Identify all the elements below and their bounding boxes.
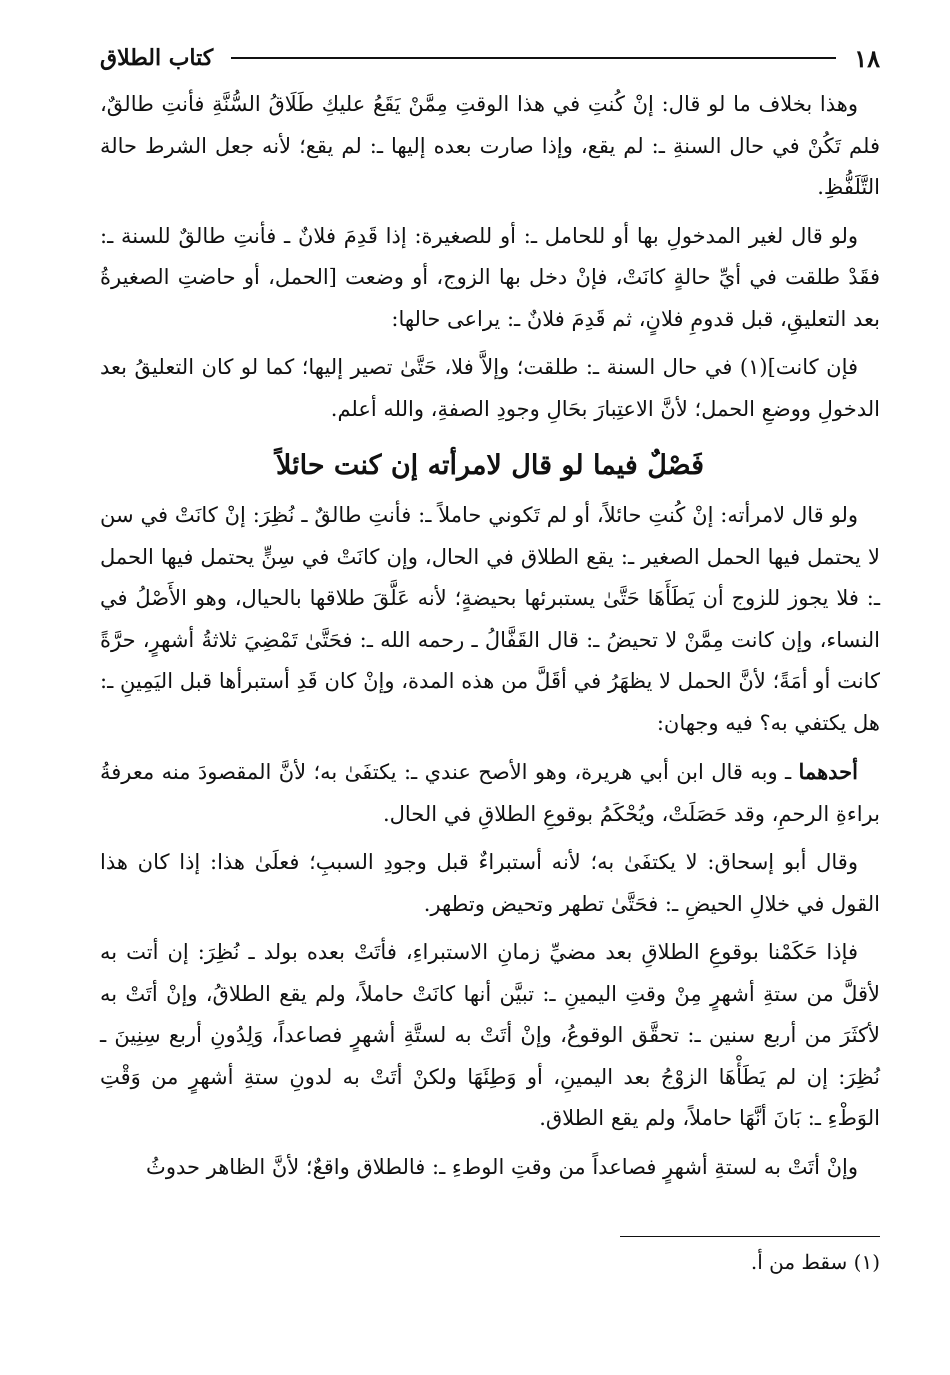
paragraph: ولو قال لامرأته: إنْ كُنتِ حائلاً، أو لم تَكوني حاملاً ـ: فأنتِ طالقٌ ـ نُظِرَ: إنْ كانَتْ في سن لا يحتمل فيها الحمل الصغير ـ: يقع الطلاق في الحال، وإن كانَتْ في سِنٍّ يحتمل فيها الحمل ـ: فلا يجوز للزوج أن يَطَأَهَا حَتَّىٰ يستبرئها بحيضةٍ؛ لأنه عَلَّقَ طلاقها بالحيال، وهو الأَصْلُ في النساء، وإن كانت مِمَّنْ لا تحيضُ ـ: قال القَفَّالُ ـ رحمه الله ـ: فحَتَّىٰ تَمْضِيَ ثلاثةُ أشهرٍ، حرَّةً كانت أو أمَةً؛ لأنَّ الحمل لا يظهَرُ في أقَلَّ من هذه المدة، وإنْ كان قَدِ أستبرأها قبل اليَمِينِ ـ: هل يكتفي به؟ فيه وجهان: [100,503,880,735]
footnote-rule [620,1236,880,1237]
book-title: كتاب الطلاق [100,45,214,71]
paragraph: فإذا حَكَمْنا بوقوعِ الطلاقِ بعد مضيِّ زمانِ الاستبراءِ، فأتَتْ بعده بولد ـ نُظِرَ: إن أتت به لأقلَّ من ستةِ أشهرٍ مِنْ وقتِ اليمينِ ـ: تبيَّن أنها كانَتْ حاملاً، ولم يقع الطلاقُ، وإنْ أتَتْ به لأكثَرَ من أربع سنين ـ: تحقَّق الوقوعُ، وإنْ أتَتْ به لستَّةِ أشهرٍ فصاعداً، وَلِدُونِ أربع سِنِينَ ـ نُظِرَ: إن لم يَطَأْهَا الزوْجُ بعد اليمينِ، أو وَطِئَهَا ولكنْ أتَتْ به لدونِ ستةِ أشهرٍ من وَقْتِ الوَطْءِ ـ: بَانَ أنَّهَا حاملاً، ولم يقع الطلاق. [100,940,880,1130]
paragraph: ولو قال لغير المدخولِ بها أو للحامل ـ: أو للصغيرة: إذا قَدِمَ فلانٌ ـ فأنتِ طالقٌ للسنة ـ: فقَدْ طلقت في أيِّ حالةٍ كانَتْ، فإنْ دخل بها الزوج، أو وضعت [الحمل، أو حاضتِ الصغيرةُ بعد التعليقِ، قبل قدومِ فلانٍ، ثم قَدِمَ فلانٌ ـ: يراعى حالها: [100,223,880,331]
paragraph-text: ـ وبه قال ابن أبي هريرة، وهو الأصح عندي ـ: يكتفَىٰ به؛ لأنَّ المقصودَ منه معرفةُ براءةِ الرحمِ، وقد حَصَلَتْ، ويُحْكَمُ بوقوعِ الطلاقِ في الحال. [100,760,880,826]
paragraph: وهذا بخلاف ما لو قال: إنْ كُنتِ في هذا الوقتِ مِمَّنْ يَقَعُ عليكِ طَلَاقُ السُّنَّةِ فأنتِ طالقٌ، فلم تَكُنْ في حال السنةِ ـ: لم يقع، وإذا صارت بعده إليها ـ: لم يقع؛ لأنه جعل الشرط حالة التَّلَفُّظِ. [100,92,880,199]
paragraph: وقال أبو إسحاق: لا يكتفَىٰ به؛ لأنه أستبراءٌ قبل وجودِ السببِ؛ فعلَىٰ هذا: إذا كان هذا القول في خلالِ الحيضِ ـ: فحَتَّىٰ تطهر وتحيض وتطهر. [100,850,880,916]
running-header [100,40,880,76]
paragraph: وإنْ أتَتْ به لستةِ أشهرٍ فصاعداً من وقتِ الوطءِ ـ: فالطلاق واقعٌ؛ لأنَّ الظاهر حدوثُ [146,1154,858,1179]
header-rule [231,57,836,59]
paragraph [100,751,880,835]
paragraph-lead-word: أحدهما [798,759,858,784]
paragraph: فإن كانت](١) في حال السنة ـ: طلقت؛ وإلاَّ فلا، حَتَّىٰ تصير إليها؛ كما لو كان التعليقُ بعد الدخولِ ووضعِ الحمل؛ لأنَّ الاعتِبارَ بحَالِ وجودِ الصفةِ، والله أعلم. [100,355,880,421]
footnote: (١) سقط من أ. [750,1250,880,1274]
section-heading: فَصْلٌ فيما لو قال لامرأته إن كنت حائلاً [275,450,705,481]
page-number: ١٨ [854,43,880,73]
